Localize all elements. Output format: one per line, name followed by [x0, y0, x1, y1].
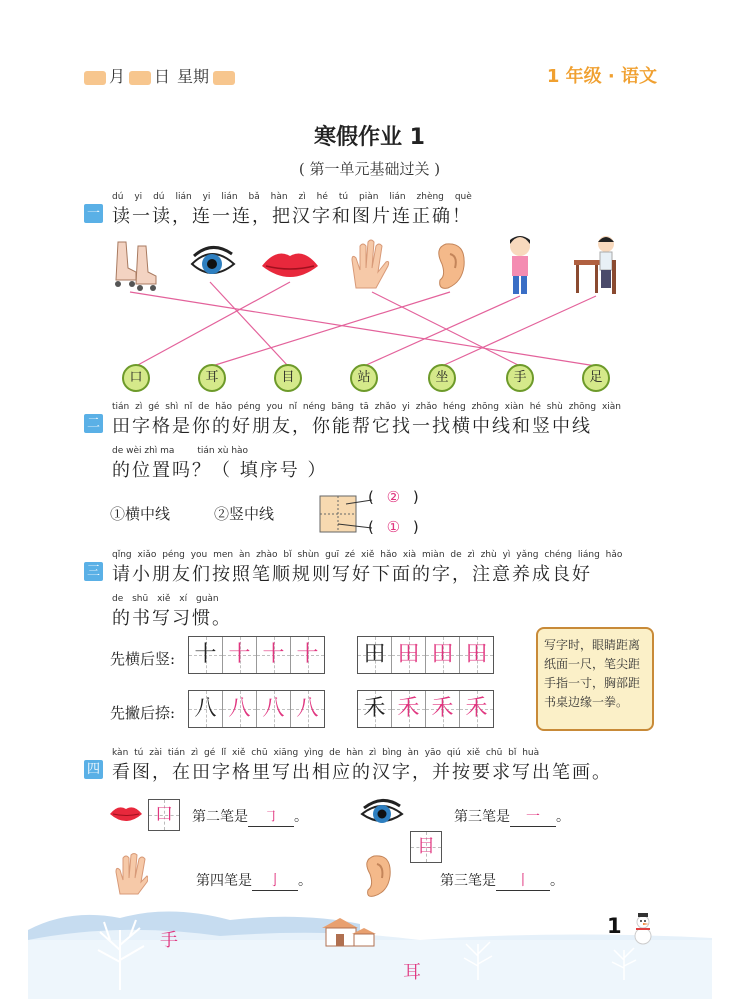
paren-open: ( — [368, 488, 374, 506]
hand-icon[interactable] — [352, 240, 389, 288]
match-line — [130, 292, 596, 366]
model-char: 十 — [194, 642, 217, 667]
stroke-prompt: 第三笔是 — [440, 873, 496, 889]
grid-cell[interactable] — [426, 637, 460, 673]
grid-cell[interactable] — [358, 691, 392, 727]
date-header — [84, 64, 235, 87]
written-char: 口 — [155, 804, 173, 825]
section-badge-3: 三 — [84, 562, 103, 581]
section-badge-2: 二 — [84, 414, 103, 433]
pinyin: tú — [338, 192, 349, 202]
month-label: 月 — [109, 67, 126, 86]
practice-grid-he — [357, 690, 494, 728]
written-char: 十 — [262, 642, 285, 667]
stroke-question — [454, 806, 570, 827]
period: 。 — [550, 873, 564, 889]
hand-icon — [108, 852, 148, 896]
written-char: 田 — [397, 642, 420, 667]
written-char: 十 — [296, 642, 319, 667]
written-char: 耳 — [403, 962, 421, 983]
pinyin: piàn — [359, 192, 379, 202]
answer-bottom[interactable] — [368, 518, 419, 536]
written-char: 八 — [262, 696, 285, 721]
pinyin: hé — [316, 192, 328, 202]
pinyin: zì — [298, 192, 306, 202]
grid-cell[interactable] — [257, 691, 291, 727]
stroke-question — [196, 870, 312, 891]
paren-close: ) — [412, 518, 419, 536]
practice-grid-tian — [357, 636, 494, 674]
stroke-question — [192, 806, 308, 827]
answer-top[interactable] — [368, 488, 419, 506]
match-line — [364, 296, 520, 366]
eye-icon[interactable] — [192, 247, 234, 274]
ear-icon[interactable] — [439, 244, 464, 288]
char-circle[interactable]: 耳 — [198, 364, 226, 392]
grade-subject: 1 年级 · 语文 — [546, 66, 657, 87]
weekday-label: 星期 — [177, 67, 210, 86]
lips-icon[interactable] — [262, 254, 318, 277]
write-box[interactable] — [410, 831, 442, 863]
grid-cell[interactable] — [460, 691, 493, 727]
standing-girl-icon[interactable] — [510, 236, 530, 294]
section2-line-1: 田字格是你的好朋友，你能帮它找一找横中线和竖中线 — [112, 416, 592, 437]
section4-pinyin: kàn tú zài tián zì gé lǐ xiě chū xiāng yìng de hàn zì bìng àn yāo qiú xiě chū bǐ huà — [112, 748, 540, 758]
sitting-girl-icon[interactable] — [574, 236, 616, 294]
page-title: 寒假作业 1 — [314, 125, 425, 150]
pinyin: què — [454, 192, 472, 202]
section2-pinyin-2: de wèi zhì ma tián xù hào — [112, 446, 249, 456]
section1-pinyin — [112, 192, 472, 202]
day-label: 日 — [154, 67, 171, 86]
section-badge-4: 四 — [84, 760, 103, 779]
pinyin: lián — [175, 192, 192, 202]
stroke-answer[interactable]: 亅 — [252, 870, 298, 891]
char-circle[interactable]: 足 — [582, 364, 610, 392]
rule-left-first: 先撇后捺: — [110, 704, 176, 722]
period: 。 — [556, 809, 570, 825]
model-char: 禾 — [363, 696, 386, 721]
written-char: 田 — [465, 642, 488, 667]
written-char: 禾 — [431, 696, 454, 721]
stroke-answer[interactable]: ㇆ — [248, 806, 294, 827]
pinyin: yi — [134, 192, 143, 202]
written-char: 禾 — [465, 696, 488, 721]
grid-cell[interactable] — [392, 637, 426, 673]
section3-pinyin-2: de shū xiě xí guàn — [112, 594, 219, 604]
model-char: 八 — [194, 696, 217, 721]
section3-line-2: 的书写习惯。 — [112, 608, 232, 629]
grid-cell[interactable] — [223, 691, 257, 727]
option-horizontal: ①横中线 — [110, 505, 171, 523]
stroke-question — [440, 870, 564, 891]
written-char: 目 — [417, 836, 435, 857]
period: 。 — [298, 873, 312, 889]
grid-cell[interactable] — [291, 637, 324, 673]
section4-instruction: 看图，在田字格里写出相应的汉字，并按要求写出笔画。 — [112, 762, 612, 783]
grid-cell[interactable] — [460, 637, 493, 673]
stroke-prompt: 第二笔是 — [192, 809, 248, 825]
writing-posture-tip: 写字时，眼睛距离纸面一尺，笔尖距手指一寸，胸部距书桌边缘一拳。 — [536, 627, 654, 731]
eye-icon — [360, 798, 404, 830]
grid-cell[interactable] — [358, 637, 392, 673]
pinyin: dú — [153, 192, 165, 202]
char-circle[interactable]: 目 — [274, 364, 302, 392]
pinyin: lián — [221, 192, 238, 202]
grid-cell[interactable] — [426, 691, 460, 727]
day-blank[interactable] — [129, 71, 151, 85]
section2-pinyin-1: tián zì gé shì nǐ de hǎo péng you nǐ néng bāng tā zhǎo yi zhǎo héng zhōng xiàn hé shù zhōng xiàn — [112, 402, 622, 412]
grid-cell[interactable] — [223, 637, 257, 673]
match-line — [212, 292, 450, 366]
weekday-blank[interactable] — [213, 71, 235, 85]
write-box[interactable] — [148, 799, 180, 831]
section3-pinyin-1: qǐng xiǎo péng you men àn zhào bǐ shùn guī zé xiě hǎo xià miàn de zì zhù yì yǎng chéng liáng hǎo — [112, 550, 623, 560]
stroke-answer[interactable]: 丨 — [496, 870, 550, 891]
pinyin: hàn — [270, 192, 288, 202]
paren-open: ( — [368, 518, 374, 536]
stroke-answer[interactable]: 一 — [510, 806, 556, 827]
page-number: 1 — [607, 914, 622, 938]
snowman-icon — [635, 913, 651, 944]
winter-scene — [0, 900, 739, 999]
pinyin: yi — [202, 192, 211, 202]
lips-icon — [108, 802, 144, 826]
pinyin: bǎ — [248, 192, 260, 202]
match-line — [210, 282, 288, 366]
char-circle[interactable]: 站 — [350, 364, 378, 392]
ear-icon — [362, 854, 392, 898]
match-line — [442, 296, 596, 366]
tianzige-diagram — [318, 494, 374, 540]
char-circle[interactable]: 坐 — [428, 364, 456, 392]
answer-value: ② — [386, 488, 401, 506]
match-line — [136, 282, 290, 366]
pinyin: zhèng — [416, 192, 444, 202]
practice-grid-shi — [188, 636, 325, 674]
practice-grid-ba — [188, 690, 325, 728]
pinyin: lián — [389, 192, 406, 202]
written-char: 田 — [431, 642, 454, 667]
section3-line-1: 请小朋友们按照笔顺规则写好下面的字，注意养成良好 — [112, 564, 592, 585]
option-vertical: ②竖中线 — [214, 505, 275, 523]
answer-value: ① — [386, 518, 401, 536]
grid-cell[interactable] — [189, 637, 223, 673]
char-circle[interactable]: 手 — [506, 364, 534, 392]
written-char: 手 — [160, 930, 178, 951]
grid-cell[interactable] — [189, 691, 223, 727]
char-circle[interactable]: 口 — [122, 364, 150, 392]
stroke-prompt: 第四笔是 — [196, 873, 252, 889]
paren-close: ) — [412, 488, 419, 506]
section1-instruction: 读一读，连一连，把汉字和图片连正确！ — [112, 206, 472, 227]
grid-cell[interactable] — [392, 691, 426, 727]
written-char: 八 — [296, 696, 319, 721]
grid-cell[interactable] — [291, 691, 324, 727]
grid-cell[interactable] — [257, 637, 291, 673]
rule-horizontal-first: 先横后竖: — [110, 650, 176, 668]
stroke-prompt: 第三笔是 — [454, 809, 510, 825]
written-char: 八 — [228, 696, 251, 721]
month-blank[interactable] — [84, 71, 106, 85]
written-char: 十 — [228, 642, 251, 667]
roller-skates-icon[interactable] — [115, 242, 156, 291]
written-char: 禾 — [397, 696, 420, 721]
page-subtitle: ( 第一单元基础过关 ) — [298, 160, 441, 178]
period: 。 — [294, 809, 308, 825]
section2-line-2: 的位置吗？（ 填序号 ） — [112, 460, 328, 481]
pinyin: dú — [112, 192, 124, 202]
section-badge-1: 一 — [84, 204, 103, 223]
model-char: 田 — [363, 642, 386, 667]
